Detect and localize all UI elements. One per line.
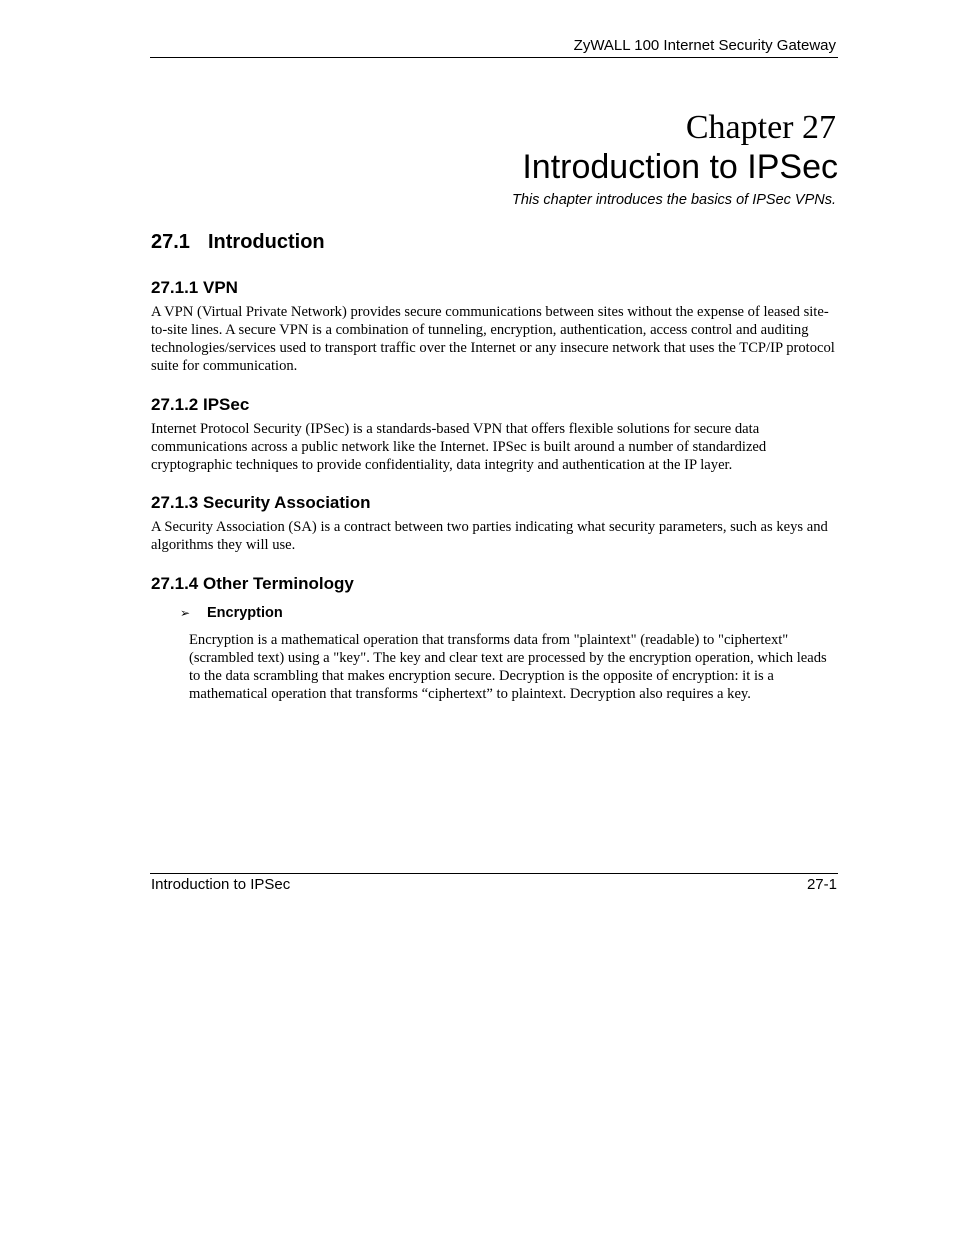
subsection-heading-ipsec: 27.1.2 IPSec bbox=[151, 395, 250, 414]
section-title: Introduction bbox=[208, 231, 325, 253]
footer-page-number: 27-1 bbox=[806, 876, 837, 893]
section-number: 27.1 bbox=[151, 231, 190, 253]
paragraph-vpn: A VPN (Virtual Private Network) provides secure communications between sites without the expense of leased site-to-site lines. A secure VPN is a combination of tunneling, encryption, authentication, access control and auditing technologies/services used to transport traffic over the Internet or any insecure network that uses the TCP/IP protocol suite for communication. bbox=[151, 304, 835, 374]
subsection-heading-security-association: 27.1.3 Security Association bbox=[151, 493, 371, 512]
subsection-heading-vpn: 27.1.1 VPN bbox=[151, 278, 238, 297]
chapter-label: Chapter 27 bbox=[685, 109, 836, 146]
chapter-title: Introduction to IPSec bbox=[522, 148, 838, 186]
terminology-bullet bbox=[180, 604, 283, 622]
arrowhead-bullet-icon: ➢ bbox=[180, 606, 191, 620]
section-heading bbox=[151, 230, 325, 254]
subsection-heading-other-terminology: 27.1.4 Other Terminology bbox=[151, 574, 354, 593]
footer-chapter-title: Introduction to IPSec bbox=[151, 876, 291, 893]
footer-divider bbox=[150, 873, 838, 874]
paragraph-security-association: A Security Association (SA) is a contract between two parties indicating what security parameters, such as keys and algorithms they will use. bbox=[151, 519, 828, 553]
header-divider bbox=[150, 57, 838, 58]
chapter-subtitle: This chapter introduces the basics of IPSec VPNs. bbox=[512, 192, 836, 208]
term-encryption: Encryption bbox=[207, 605, 283, 621]
paragraph-ipsec: Internet Protocol Security (IPSec) is a standards-based VPN that offers flexible solutions for secure data communications across a public network like the Internet. IPSec is built around a number of standardized cryptographic techniques to provide confidentiality, data integrity and authentication at the IP layer. bbox=[151, 421, 767, 473]
running-header-title: ZyWALL 100 Internet Security Gateway bbox=[573, 37, 836, 54]
paragraph-encryption: Encryption is a mathematical operation that transforms data from "plaintext" (readable) to "ciphertext" (scrambled text) using a "key". The key and clear text are processed by the encryption operation, which leads to the data scrambling that makes encryption secure. Decryption is the opposite of encryption: it is a mathematical operation that transforms “ciphertext” to plaintext. Decryption also requires a key. bbox=[189, 632, 827, 702]
